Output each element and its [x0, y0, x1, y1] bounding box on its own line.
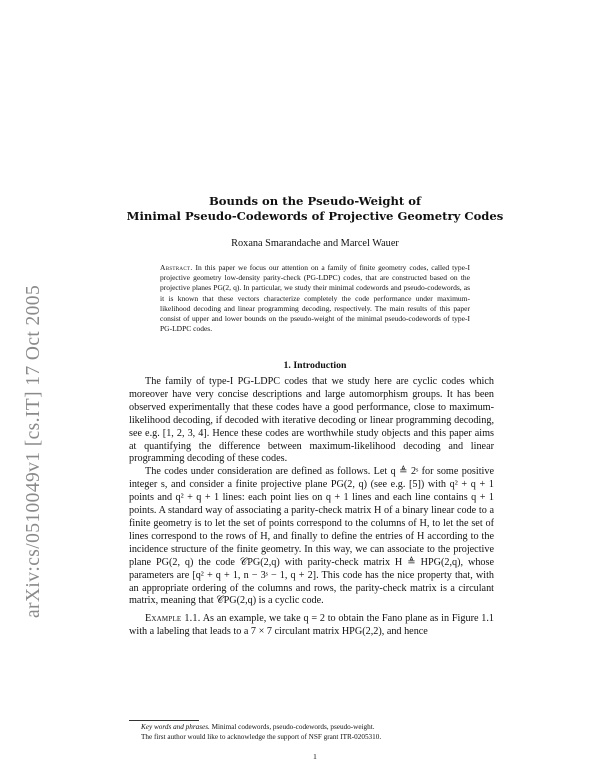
footnote-rule — [129, 720, 199, 721]
paragraph-1: The family of type-I PG-LDPC codes that we study here are cyclic codes which moreover have very concise descriptions and large automorphism groups. It has been observed experimentally that these codes have a good performance, close to maximum-likelihood decoding, if decoded with iterative decoding or linear programming decoding, see e.g. [1, 2, 3, 4]. Hence these codes are worthwhile study objects and this paper aims at quantifying the difference between maximum-likelihood decoding and linear programming decoding of these codes. — [129, 376, 494, 465]
example-paragraph — [129, 613, 494, 639]
example-text: As an example, we take q = 2 to obtain the Fano plane as in Figure 1.1 with a labeling that leads to a 7 × 7 circulant matrix HPG(2,2), and hence — [129, 613, 495, 638]
title-line-2: Minimal Pseudo-Codewords of Projective Geometry Codes — [126, 209, 504, 223]
keywords-label: Key words and phrases. — [141, 723, 210, 731]
example-label: Example 1.1. — [145, 613, 201, 625]
paper-title — [120, 194, 510, 224]
abstract-text: In this paper we focus our attention on a family of finite geometry codes, called type-I projective geometry low-density parity-check (PG-LDPC) codes, that are constructed based on the projective planes PG(2, q). In particular, we study their minimal codewords and pseudo-codewords, as it is known that these vectors characterize completely the code performance under maximum-likelihood decoding and linear programming decoding, respectively. The main results of this paper consist of upper and lower bounds on the pseudo-weight of the minimal pseudo-codewords of type-I PG-LDPC codes. — [160, 263, 470, 334]
keywords-text: Minimal codewords, pseudo-codewords, pseudo-weight. — [211, 723, 375, 731]
arxiv-stamp — [9, 200, 59, 620]
abstract — [160, 263, 470, 334]
section-heading: 1. Introduction — [283, 360, 347, 371]
keywords-footnote — [141, 722, 496, 732]
title-line-1: Bounds on the Pseudo-Weight of — [208, 194, 422, 208]
abstract-label: Abstract. — [160, 263, 193, 272]
paragraph-2: The codes under consideration are defined as follows. Let q ≜ 2ˢ for some positive integer s, and consider a finite projective plane PG(2, q) (see e.g. [5]) with q² + q + 1 points and q² + q + 1 lines: each point lies on q + 1 lines and each line contains q + 1 points. A standard way of associating a parity-check matrix H of a binary linear code to a finite geometry is to let the set of points correspond to the columns of H, to let the set of lines correspond to the rows of H, and finally to define the entries of H according to the incidence structure of the finite geometry. In this way, we can associate to the projective plane PG(2, q) the code 𝒞PG(2,q) with parity-check matrix H ≜ HPG(2,q), whose parameters are [q² + q + 1, n − 3ˢ − 1, q + 2]. This code has the nice property that, with an appropriate ordering of the columns and rows, the parity-check matrix is a circulant matrix, meaning that 𝒞PG(2,q) is a cyclic code. — [129, 466, 494, 607]
authors: Roxana Smarandache and Marcel Wauer — [231, 238, 399, 249]
page-number: 1 — [313, 752, 317, 761]
body-text — [129, 376, 494, 639]
arxiv-stamp-text: arXiv:cs/0510049v1 [cs.IT] 17 Oct 2005 — [23, 284, 44, 618]
footnotes — [141, 722, 496, 742]
acknowledgment-footnote: The first author would like to acknowledge the support of NSF grant ITR-0205310. — [141, 733, 382, 741]
